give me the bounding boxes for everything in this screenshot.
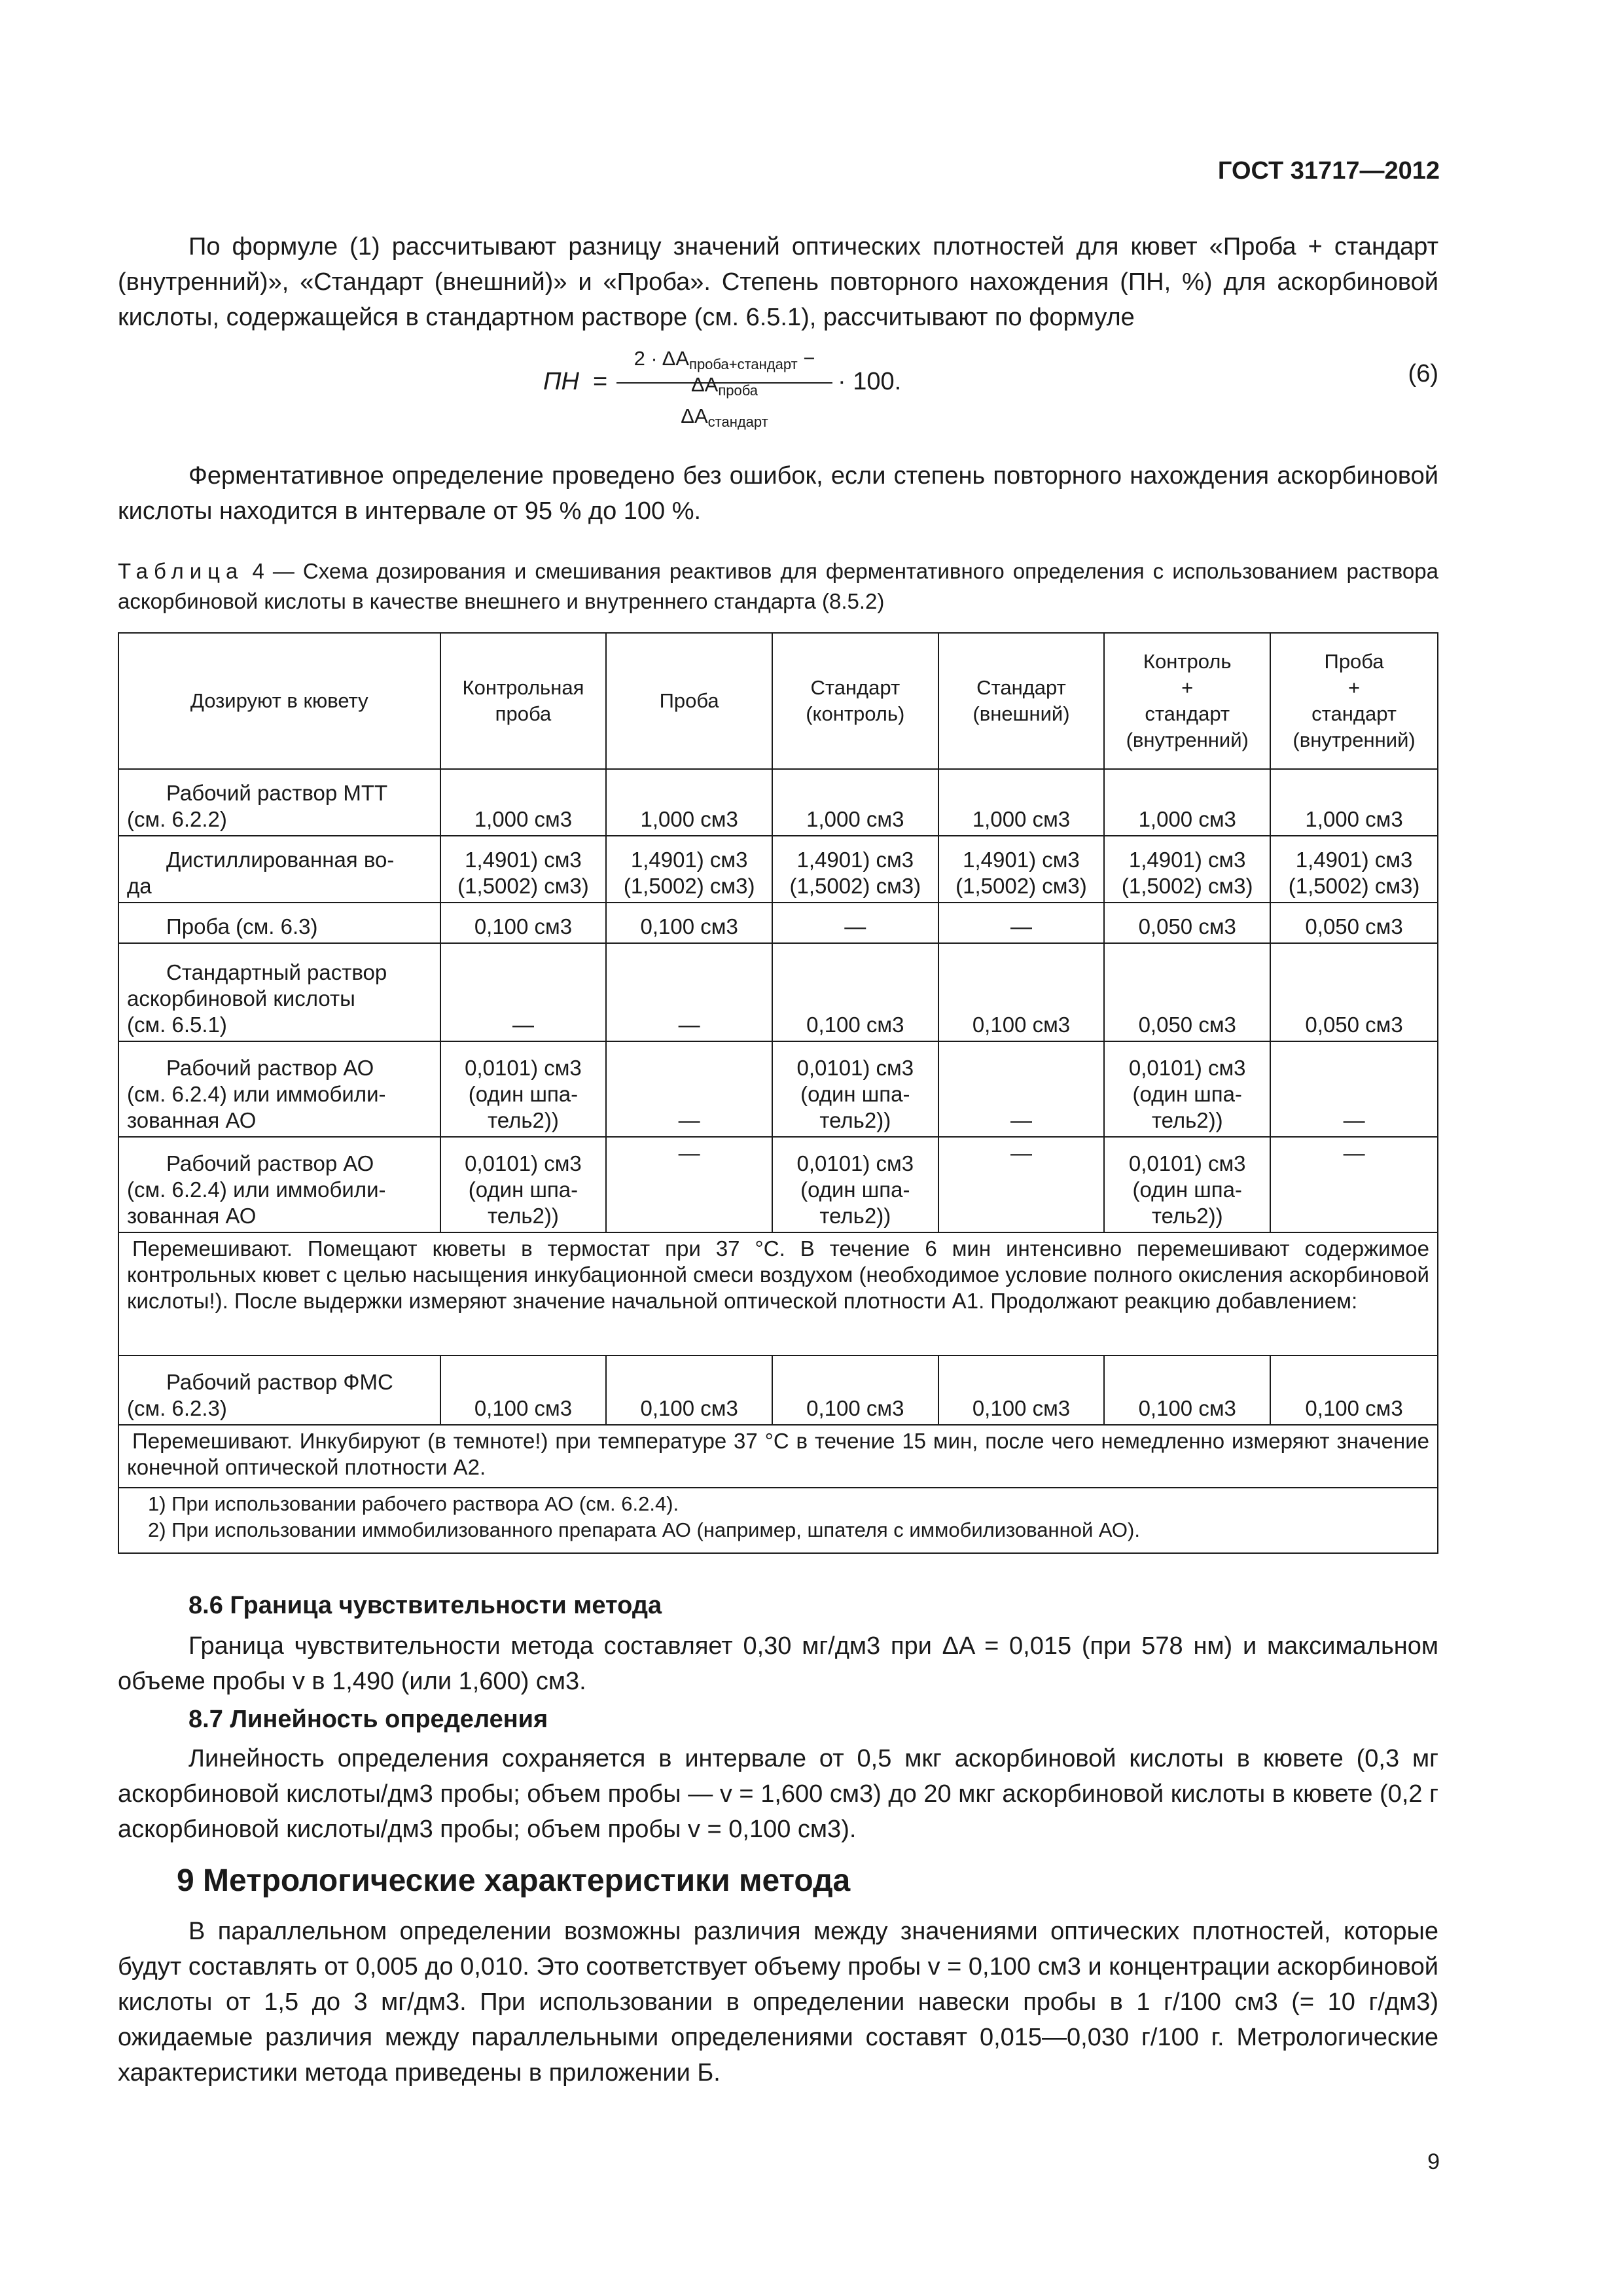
table-cell: — [938,903,1105,943]
table-cell: 0,0101) см3 (один шпа- тель2)) [440,1137,607,1232]
table-footnotes-row [118,1488,1438,1553]
table-cell: 0,100 см3 [1270,1355,1438,1425]
mix-instruction-2: Перемешивают. Инкубируют (в темноте!) при температуре 37 °С в течение 15 мин, после чего немедленно измеряют значение конечной оптической плотности A2. [118,1425,1438,1488]
table-cell: 1,000 см3 [440,769,607,836]
header-cell: Стандарт (внешний) [938,633,1105,769]
table-row [118,836,1438,903]
table-cell: 1,4901) см3 (1,5002) см3) [440,836,607,903]
table-cell: 0,100 см3 [440,903,607,943]
formula-6 [543,347,1438,432]
table-row [118,1137,1438,1232]
footnote-2: 2) При использовании иммобилизованного препарата АО (например, шпателя с иммобилизованной АО). [148,1518,1140,1541]
table-cell: 0,050 см3 [1104,943,1270,1041]
table-cell: 1,000 см3 [606,769,772,836]
formula-equals: = [593,368,608,395]
paragraph-formula-intro: По формуле (1) рассчитывают разницу значений оптических плотностей для кювет «Проба + стандарт (внутренний)», «Стандарт (внешний)» и «Проба». Степень повторного нахождения (ПН, %) для аскорбиновой кислоты, содержащейся в стандартном растворе (см. 6.5.1), рассчитывают по формуле [118,233,1438,331]
table-cell: — [606,1041,772,1137]
table-row [118,1355,1438,1425]
paragraph-sensitivity: Граница чувствительности метода составляет 0,30 мг/дм3 при ΔA = 0,015 (при 578 нм) и максимальном объеме пробы v в 1,490 (или 1,600) см3. [118,1632,1438,1695]
table-cell: 0,100 см3 [938,943,1105,1041]
table-cell: — [606,1137,772,1232]
table-cell: 0,100 см3 [606,1355,772,1425]
table-cell: 0,100 см3 [606,903,772,943]
table-cell: 1,000 см3 [1270,769,1438,836]
paragraph-linearity: Линейность определения сохраняется в интервале от 0,5 мкг аскорбиновой кислоты в кювете (0,3 мг аскорбиновой кислоты/дм3 пробы; объем пробы — v = 1,600 см3) до 20 мкг аскорбиновой кислоты в кювете (0,2 г аскорбиновой кислоты/дм3 пробы; объем пробы v = 0,100 см3). [118,1745,1438,1843]
table-header-row [118,633,1438,769]
formula-denominator: $\Delta A_{стандарт}$ [681,404,768,430]
footnote-1: 1) При использовании рабочего раствора АО (см. 6.2.4). [148,1492,679,1515]
header-cell: Проба + стандарт (внутренний) [1270,633,1438,769]
table-cell: 0,0101) см3 (один шпа- тель2)) [772,1041,938,1137]
formula-number: (6) [1408,360,1438,387]
table-cell: 1,4901) см3 (1,5002) см3) [938,836,1105,903]
table-cell: 0,050 см3 [1270,903,1438,943]
table-cell: 0,100 см3 [772,943,938,1041]
row-label: Проба (см. 6.3) [118,903,440,943]
table-row [118,943,1438,1041]
table-caption: Таблица 4 — Схема дозирования и смешивания реактивов для ферментативного определения с использованием раствора аскорбиновой кислоты в качестве внешнего и внутреннего стандарта (8.5.2) [118,559,1438,613]
row-label: Рабочий раствор МТТ (см. 6.2.2) [118,769,440,836]
table-cell: — [938,1137,1105,1232]
paragraph-metrology: В параллельном определении возможны различия между значениями оптических плотностей, которые будут составлять от 0,005 до 0,010. Это соответствует объему пробы v = 0,100 см3 и концентрации аскорбиновой кислоты от 1,5 до 3 мг/дм3. При использовании в определении навески пробы в 1 г/100 см3 (= 10 г/дм3) ожидаемые различия между параллельными определениями составят 0,015—0,030 г/100 г. Метрологические характеристики метода приведены в приложении Б. [118,1918,1438,2087]
section-heading-9: 9 Метрологические характеристики метода [177,1863,851,1898]
header-cell: Проба [606,633,772,769]
table-cell: — [772,903,938,943]
table-cell: — [1270,1137,1438,1232]
formula-numerator: $2 \cdot \Delta A_{проба+стандарт} - \Delta A_{проба}$ [633,347,815,399]
header-cell: Контрольная проба [440,633,607,769]
table-cell: 0,050 см3 [1104,903,1270,943]
table-cell: 1,4901) см3 (1,5002) см3) [1104,836,1270,903]
table-cell: 1,4901) см3 (1,5002) см3) [772,836,938,903]
formula-lhs: ПН [543,368,579,395]
table-cell: 1,000 см3 [938,769,1105,836]
row-label: Рабочий раствор ФМС (см. 6.2.3) [118,1355,440,1425]
mix-instruction-1: Перемешивают. Помещают кюветы в термостат при 37 °С. В течение 6 мин интенсивно перемешивают содержимое контрольных кювет с целью насыщения инкубационной смеси воздухом (необходимое условие полного окисления аскорбиновой кислоты!). После выдержки измеряют значение начальной оптической плотности А1. Продолжают реакцию добавлением: [118,1232,1438,1355]
section-heading-8-7: 8.7 Линейность определения [188,1706,548,1733]
table-cell: 0,100 см3 [440,1355,607,1425]
header-cell: Контроль + стандарт (внутренний) [1104,633,1270,769]
table-cell: — [606,943,772,1041]
row-label: Рабочий раствор АО (см. 6.2.4) или иммобили- зованная АО [118,1137,440,1232]
table-row [118,1041,1438,1137]
table-cell: 1,000 см3 [1104,769,1270,836]
paragraph-enzymatic-result: Ферментативное определение проведено без ошибок, если степень повторного нахождения аскорбиновой кислоты находится в интервале от 95 % до 100 %. [118,462,1438,525]
header-cell: Стандарт (контроль) [772,633,938,769]
row-label: Стандартный раствор аскорбиновой кислоты (см. 6.5.1) [118,943,440,1041]
table-cell: 0,050 см3 [1270,943,1438,1041]
table-cell: 0,0101) см3 (один шпа- тель2)) [1104,1137,1270,1232]
formula-fraction-bar [616,382,832,384]
header-cell: Дозируют в кювету [118,633,440,769]
table-cell: — [1270,1041,1438,1137]
table-cell: — [440,943,607,1041]
row-label: Дистиллированная во- да [118,836,440,903]
table-cell: 0,100 см3 [772,1355,938,1425]
page-number: 9 [1427,2149,1440,2174]
dosing-table [118,632,1438,1554]
table-row [118,769,1438,836]
table-cell: 0,0101) см3 (один шпа- тель2)) [772,1137,938,1232]
table-cell: 0,0101) см3 (один шпа- тель2)) [440,1041,607,1137]
table-cell: 0,100 см3 [938,1355,1105,1425]
table-cell: — [938,1041,1105,1137]
table-cell: 1,4901) см3 (1,5002) см3) [606,836,772,903]
section-heading-8-6: 8.6 Граница чувствительности метода [188,1592,662,1619]
table-footnotes [118,1488,1438,1553]
formula-multiplier: · 100. [838,368,902,395]
table-cell: 0,100 см3 [1104,1355,1270,1425]
table-cell: 1,000 см3 [772,769,938,836]
table-row [118,903,1438,943]
table-cell: 1,4901) см3 (1,5002) см3) [1270,836,1438,903]
table-row-note [118,1425,1438,1488]
table-row-note [118,1232,1438,1355]
row-label: Рабочий раствор АО (см. 6.2.4) или иммобили- зованная АО [118,1041,440,1137]
document-header: ГОСТ 31717—2012 [1217,157,1440,185]
table-cell: 0,0101) см3 (один шпа- тель2)) [1104,1041,1270,1137]
